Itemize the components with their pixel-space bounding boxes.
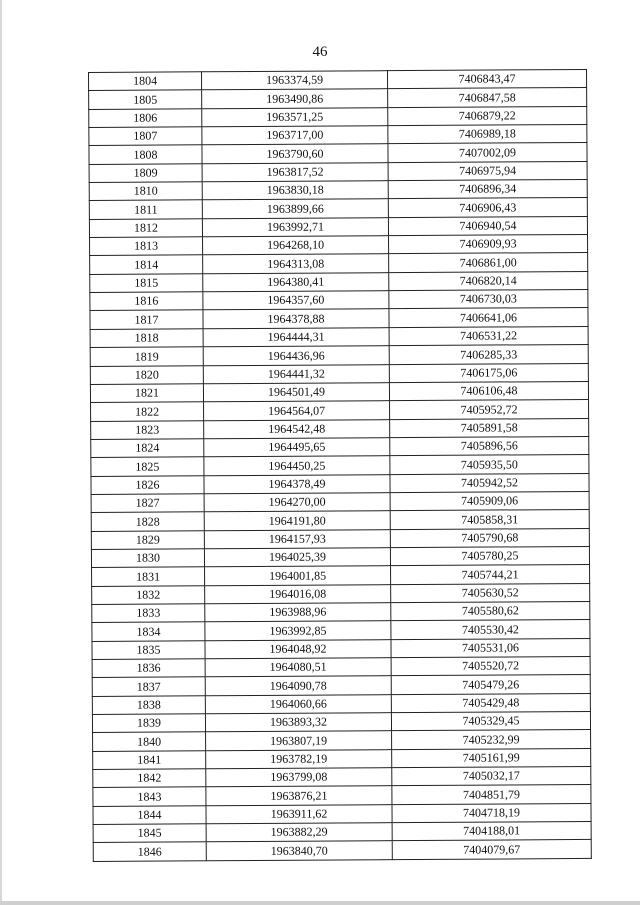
x-coordinate-cell: 1964444,31 xyxy=(203,327,389,346)
y-coordinate-cell: 7405232,99 xyxy=(392,730,591,750)
table-row xyxy=(92,656,590,677)
point-number-cell: 1826 xyxy=(91,475,204,494)
table-row xyxy=(92,601,590,622)
x-coordinate-cell: 1964441,32 xyxy=(203,364,389,383)
y-coordinate-cell: 7405952,72 xyxy=(390,400,589,420)
x-coordinate-cell: 1964436,96 xyxy=(203,346,389,365)
y-coordinate-cell: 7405531,06 xyxy=(391,638,590,658)
y-coordinate-cell: 7406531,22 xyxy=(389,326,588,346)
x-coordinate-cell: 1964357,60 xyxy=(203,291,389,310)
point-number-cell: 1820 xyxy=(90,365,203,384)
y-coordinate-cell: 7406906,43 xyxy=(388,198,587,218)
table-row xyxy=(92,675,590,696)
x-coordinate-cell: 1964270,00 xyxy=(204,493,390,512)
table-row xyxy=(91,400,589,421)
y-coordinate-cell: 7405744,21 xyxy=(391,565,590,585)
table-row xyxy=(90,308,588,329)
table-row xyxy=(92,693,590,714)
point-number-cell: 1816 xyxy=(90,292,203,311)
point-number-cell: 1818 xyxy=(90,329,203,348)
y-coordinate-cell: 7405032,17 xyxy=(392,767,591,787)
x-coordinate-cell: 1964001,85 xyxy=(205,566,391,585)
point-number-cell: 1839 xyxy=(92,714,205,733)
x-coordinate-cell: 1964025,39 xyxy=(204,548,390,567)
x-coordinate-cell: 1963571,25 xyxy=(202,107,388,126)
point-number-cell: 1815 xyxy=(90,274,203,293)
x-coordinate-cell: 1964542,48 xyxy=(204,419,390,438)
point-number-cell: 1809 xyxy=(89,164,202,183)
point-number-cell: 1812 xyxy=(89,219,202,238)
y-coordinate-cell: 7406896,34 xyxy=(388,180,587,200)
point-number-cell: 1808 xyxy=(89,145,202,164)
table-row xyxy=(93,840,591,861)
y-coordinate-cell: 7406820,14 xyxy=(389,271,588,291)
x-coordinate-cell: 1964495,65 xyxy=(204,438,390,457)
point-number-cell: 1810 xyxy=(89,182,202,201)
page-number: 46 xyxy=(312,44,328,60)
table-row xyxy=(92,638,590,659)
point-number-cell: 1840 xyxy=(93,732,206,751)
x-coordinate-cell: 1964378,88 xyxy=(203,309,389,328)
point-number-cell: 1836 xyxy=(92,659,205,678)
coordinates-table-body xyxy=(89,69,592,861)
x-coordinate-cell: 1964268,10 xyxy=(203,236,389,255)
y-coordinate-cell: 7405909,06 xyxy=(390,491,589,511)
x-coordinate-cell: 1963807,19 xyxy=(206,731,392,750)
y-coordinate-cell: 7405780,25 xyxy=(390,546,589,566)
table-row xyxy=(93,730,591,751)
table-row xyxy=(90,290,588,311)
point-number-cell: 1834 xyxy=(92,622,205,641)
page-edge-bottom xyxy=(0,901,640,905)
x-coordinate-cell: 1964313,08 xyxy=(203,254,389,273)
y-coordinate-cell: 7404079,67 xyxy=(392,840,591,860)
x-coordinate-cell: 1963782,19 xyxy=(206,749,392,768)
x-coordinate-cell: 1963899,66 xyxy=(202,199,388,218)
x-coordinate-cell: 1963717,00 xyxy=(202,126,388,145)
y-coordinate-cell: 7405580,62 xyxy=(391,601,590,621)
x-coordinate-cell: 1964048,92 xyxy=(205,639,391,658)
table-row xyxy=(90,271,588,292)
y-coordinate-cell: 7404188,01 xyxy=(392,822,591,842)
x-coordinate-cell: 1963374,59 xyxy=(202,71,388,90)
point-number-cell: 1811 xyxy=(89,200,202,219)
point-number-cell: 1821 xyxy=(90,384,203,403)
y-coordinate-cell: 7406989,18 xyxy=(388,124,587,144)
y-coordinate-cell: 7406175,06 xyxy=(389,363,588,383)
x-coordinate-cell: 1963988,96 xyxy=(205,603,391,622)
y-coordinate-cell: 7406975,94 xyxy=(388,161,587,181)
y-coordinate-cell: 7406641,06 xyxy=(389,308,588,328)
table-row xyxy=(90,381,588,402)
point-number-cell: 1813 xyxy=(90,237,203,256)
point-number-cell: 1822 xyxy=(91,402,204,421)
table-row xyxy=(89,124,587,145)
y-coordinate-cell: 7406847,58 xyxy=(388,88,587,108)
y-coordinate-cell: 7405858,31 xyxy=(390,510,589,530)
x-coordinate-cell: 1963893,32 xyxy=(205,713,391,732)
table-row xyxy=(91,546,589,567)
y-coordinate-cell: 7406861,00 xyxy=(389,253,588,273)
x-coordinate-cell: 1964450,25 xyxy=(204,456,390,475)
page-edge-left xyxy=(0,0,2,905)
table-row xyxy=(89,69,587,90)
y-coordinate-cell: 7406730,03 xyxy=(389,290,588,310)
point-number-cell: 1832 xyxy=(92,585,205,604)
y-coordinate-cell: 7405530,42 xyxy=(391,620,590,640)
point-number-cell: 1828 xyxy=(91,512,204,531)
y-coordinate-cell: 7406879,22 xyxy=(388,106,587,126)
x-coordinate-cell: 1963790,60 xyxy=(202,144,388,163)
table-row xyxy=(89,180,587,201)
point-number-cell: 1805 xyxy=(89,90,202,109)
y-coordinate-cell: 7404851,79 xyxy=(392,785,591,805)
table-row xyxy=(90,326,588,347)
y-coordinate-cell: 7405479,26 xyxy=(391,675,590,695)
y-coordinate-cell: 7406106,48 xyxy=(389,381,588,401)
point-number-cell: 1823 xyxy=(91,420,204,439)
table-row xyxy=(91,418,589,439)
y-coordinate-cell: 7406843,47 xyxy=(387,69,586,89)
point-number-cell: 1844 xyxy=(93,806,206,825)
y-coordinate-cell: 7406909,93 xyxy=(389,235,588,255)
x-coordinate-cell: 1964016,08 xyxy=(205,584,391,603)
x-coordinate-cell: 1964501,49 xyxy=(203,383,389,402)
point-number-cell: 1843 xyxy=(93,787,206,806)
y-coordinate-cell: 7406940,54 xyxy=(388,216,587,236)
point-number-cell: 1824 xyxy=(91,439,204,458)
y-coordinate-cell: 7406285,33 xyxy=(389,345,588,365)
point-number-cell: 1831 xyxy=(92,567,205,586)
y-coordinate-cell: 7405520,72 xyxy=(391,656,590,676)
point-number-cell: 1827 xyxy=(91,494,204,513)
table-row xyxy=(89,88,587,109)
y-coordinate-cell: 7405429,48 xyxy=(391,693,590,713)
y-coordinate-cell: 7405942,52 xyxy=(390,473,589,493)
table-row xyxy=(93,822,591,843)
point-number-cell: 1806 xyxy=(89,108,202,127)
table-row xyxy=(89,143,587,164)
table-row xyxy=(89,106,587,127)
table-row xyxy=(93,748,591,769)
table-row xyxy=(92,565,590,586)
x-coordinate-cell: 1964090,78 xyxy=(205,676,391,695)
point-number-cell: 1817 xyxy=(90,310,203,329)
table-row xyxy=(93,803,591,824)
x-coordinate-cell: 1964380,41 xyxy=(203,272,389,291)
x-coordinate-cell: 1964564,07 xyxy=(204,401,390,420)
point-number-cell: 1829 xyxy=(91,530,204,549)
point-number-cell: 1819 xyxy=(90,347,203,366)
x-coordinate-cell: 1963817,52 xyxy=(202,162,388,181)
table-row xyxy=(90,363,588,384)
x-coordinate-cell: 1964157,93 xyxy=(204,529,390,548)
point-number-cell: 1804 xyxy=(89,72,202,91)
table-row xyxy=(90,253,588,274)
y-coordinate-cell: 7405896,56 xyxy=(390,436,589,456)
x-coordinate-cell: 1964191,80 xyxy=(204,511,390,530)
y-coordinate-cell: 7407002,09 xyxy=(388,143,587,163)
x-coordinate-cell: 1963490,86 xyxy=(202,89,388,108)
point-number-cell: 1814 xyxy=(90,255,203,274)
point-number-cell: 1833 xyxy=(92,604,205,623)
y-coordinate-cell: 7405790,68 xyxy=(390,528,589,548)
point-number-cell: 1825 xyxy=(91,457,204,476)
x-coordinate-cell: 1963799,08 xyxy=(206,768,392,787)
y-coordinate-cell: 7405935,50 xyxy=(390,455,589,475)
x-coordinate-cell: 1963992,85 xyxy=(205,621,391,640)
table-row xyxy=(92,620,590,641)
point-number-cell: 1837 xyxy=(92,677,205,696)
table-row xyxy=(91,510,589,531)
y-coordinate-cell: 7405161,99 xyxy=(392,748,591,768)
x-coordinate-cell: 1963882,29 xyxy=(206,823,392,842)
table-row xyxy=(92,583,590,604)
point-number-cell: 1830 xyxy=(91,549,204,568)
table-row xyxy=(92,711,590,732)
table-row xyxy=(89,198,587,219)
point-number-cell: 1846 xyxy=(93,842,206,861)
point-number-cell: 1845 xyxy=(93,824,206,843)
table-row xyxy=(90,345,588,366)
table-row xyxy=(93,785,591,806)
table-row xyxy=(90,235,588,256)
x-coordinate-cell: 1964080,51 xyxy=(205,658,391,677)
table-row xyxy=(91,528,589,549)
point-number-cell: 1807 xyxy=(89,127,202,146)
x-coordinate-cell: 1963840,70 xyxy=(206,841,392,860)
x-coordinate-cell: 1964060,66 xyxy=(205,694,391,713)
table-row xyxy=(89,216,587,237)
x-coordinate-cell: 1963911,62 xyxy=(206,804,392,823)
table-row xyxy=(91,455,589,476)
coordinates-table xyxy=(88,69,592,862)
table-row xyxy=(91,436,589,457)
y-coordinate-cell: 7405630,52 xyxy=(391,583,590,603)
y-coordinate-cell: 7405891,58 xyxy=(390,418,589,438)
point-number-cell: 1842 xyxy=(93,769,206,788)
point-number-cell: 1838 xyxy=(92,695,205,714)
point-number-cell: 1841 xyxy=(93,751,206,770)
x-coordinate-cell: 1964378,49 xyxy=(204,474,390,493)
x-coordinate-cell: 1963830,18 xyxy=(202,181,388,200)
table-row xyxy=(93,767,591,788)
y-coordinate-cell: 7404718,19 xyxy=(392,803,591,823)
point-number-cell: 1835 xyxy=(92,640,205,659)
table-row xyxy=(89,161,587,182)
y-coordinate-cell: 7405329,45 xyxy=(391,711,590,731)
table-row xyxy=(91,491,589,512)
table-row xyxy=(91,473,589,494)
x-coordinate-cell: 1963876,21 xyxy=(206,786,392,805)
x-coordinate-cell: 1963992,71 xyxy=(202,217,388,236)
